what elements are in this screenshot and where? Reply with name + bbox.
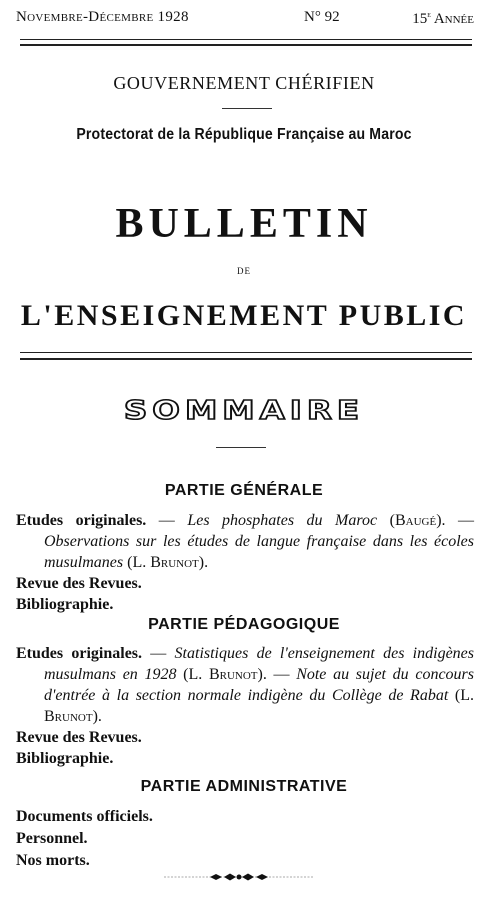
author-close: ).	[92, 708, 102, 725]
revue-entry: Revue des Revues.	[16, 575, 142, 592]
etudes-originales-entry	[16, 643, 474, 727]
bulletin-title: BULLETIN	[115, 201, 373, 247]
revue-entry: Revue des Revues.	[16, 729, 142, 746]
author-name: Brunot	[150, 554, 199, 571]
year-word: Année	[433, 11, 474, 27]
article-title: Statistiques de l'enseignement des indigènes musulmans en 1928	[44, 645, 475, 683]
article-title: Les phosphates du Maroc	[187, 512, 378, 529]
section-title-administrative: PARTIE ADMINISTRATIVE	[140, 778, 348, 795]
running-header	[16, 9, 474, 29]
title-connector: DE	[237, 266, 251, 276]
author-close: ). —	[257, 666, 297, 683]
year-number: 15	[412, 11, 428, 27]
documents-officiels-entry: Documents officiels.	[16, 808, 153, 825]
short-rule	[216, 447, 266, 448]
publication-subject: L'ENSEIGNEMENT PUBLIC	[20, 299, 468, 332]
author-close: ).	[198, 554, 209, 571]
personnel-entry: Personnel.	[16, 830, 88, 847]
protectorate-line: Protectorat de la République Française au Maroc	[76, 126, 412, 143]
article-title: Observations sur les études de langue française dans les écoles musulmanes	[44, 533, 474, 571]
nos-morts-entry: Nos morts.	[16, 852, 90, 869]
author-open: (	[377, 512, 395, 529]
bibliographie-entry: Bibliographie.	[16, 596, 114, 613]
issue-date: Novembre-Décembre 1928	[16, 9, 189, 25]
entry-label: Etudes originales.	[16, 512, 147, 529]
author-close: ). —	[436, 512, 475, 529]
section-title-generale: PARTIE GÉNÉRALE	[164, 482, 324, 499]
author-open: (L.	[176, 666, 209, 683]
issue-year	[412, 9, 474, 28]
separator: —	[146, 512, 188, 529]
separator: —	[142, 645, 175, 662]
article-title: Note au sujet du concours d'entrée à la section normale indigène du Collège de Rabat	[44, 666, 474, 704]
author-open: (L.	[123, 554, 151, 571]
government-line: GOUVERNEMENT CHÉRIFIEN	[113, 73, 375, 93]
author-name: Baugé	[394, 512, 437, 529]
short-rule	[222, 108, 272, 109]
etudes-originales-entry	[16, 510, 474, 573]
author-name: Brunot	[208, 666, 258, 683]
entry-label: Etudes originales.	[16, 645, 143, 662]
issue-number: N° 92	[304, 9, 340, 25]
author-open: (L.	[448, 687, 475, 704]
header-double-rule	[20, 39, 472, 46]
author-name: Brunot	[44, 708, 93, 725]
ornament-divider-icon	[164, 872, 314, 882]
bibliographie-entry: Bibliographie.	[16, 750, 114, 767]
section-title-pedagogique: PARTIE PÉDAGOGIQUE	[148, 616, 340, 633]
title-double-rule	[20, 352, 472, 360]
year-ordinal: e	[427, 9, 431, 19]
sommaire-heading: SOMMAIRE	[123, 396, 365, 426]
